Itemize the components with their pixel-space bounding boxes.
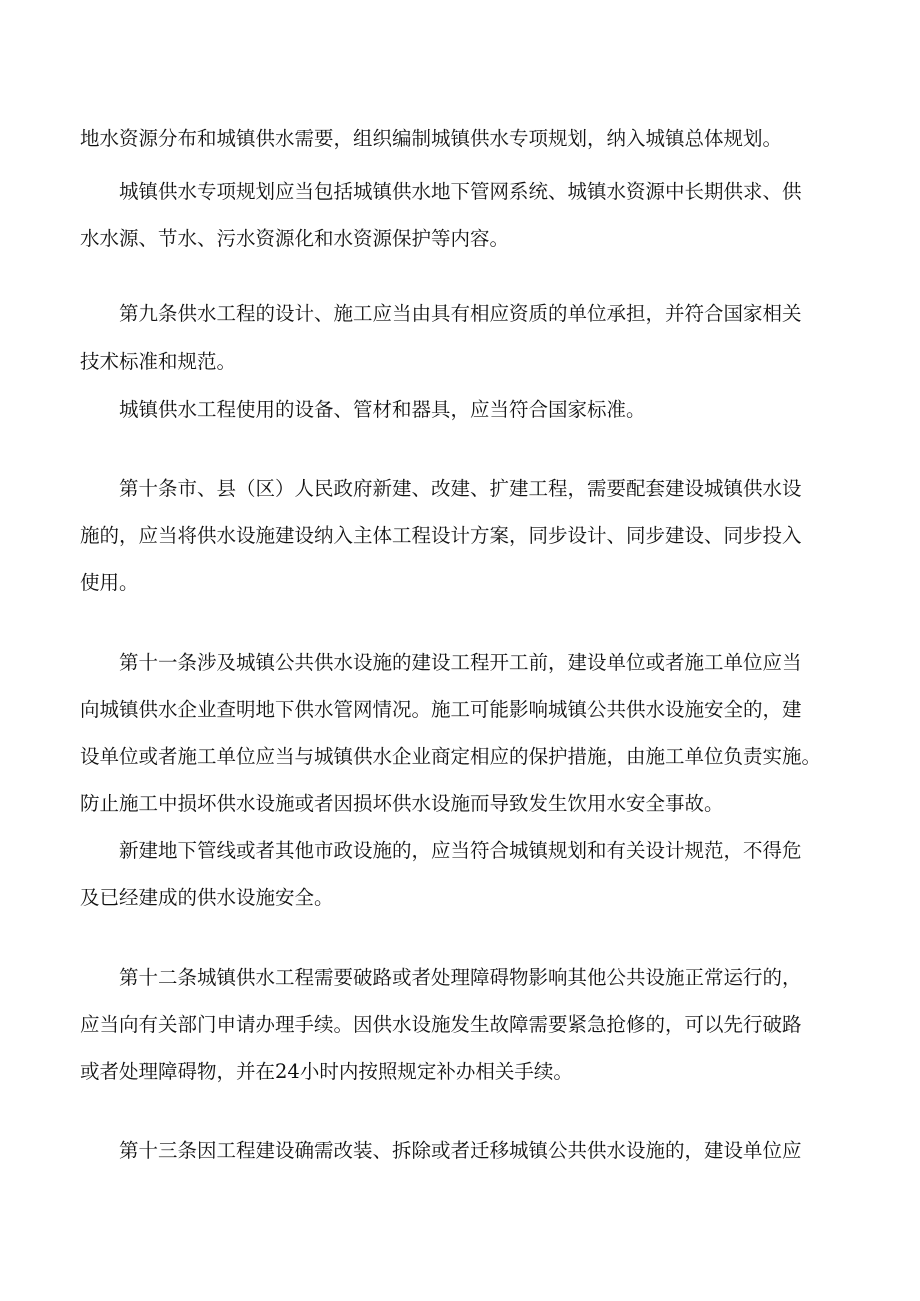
text-line: 防止施工中损坏供水设施或者因损坏供水设施而导致发生饮用水安全事故。 xyxy=(80,792,724,815)
text-line: 城镇供水工程使用的设备、管材和器具，应当符合国家标准。 xyxy=(119,398,646,421)
text-line: 向城镇供水企业查明地下供水管网情况。施工可能影响城镇公共供水设施安全的，建 xyxy=(80,698,802,721)
text-line: 设单位或者施工单位应当与城镇供水企业商定相应的保护措施，由施工单位负责实施。 xyxy=(80,745,822,768)
text-line: 第十条市、县（区）人民政府新建、改建、扩建工程，需要配套建设城镇供水设 xyxy=(119,477,802,500)
text-line: 地水资源分布和城镇供水需要，组织编制城镇供水专项规划，纳入城镇总体规划。 xyxy=(80,127,783,150)
text-line: 水水源、节水、污水资源化和水资源保护等内容。 xyxy=(80,227,510,250)
text-line: 应当向有关部门申请办理手续。因供水设施发生故障需要紧急抢修的，可以先行破路 xyxy=(80,1013,802,1036)
text-line: 使用。 xyxy=(80,571,139,594)
text-line: 施的，应当将供水设施建设纳入主体工程设计方案，同步设计、同步建设、同步投入 xyxy=(80,524,802,547)
text-line: 第十一条涉及城镇公共供水设施的建设工程开工前，建设单位或者施工单位应当 xyxy=(119,651,802,674)
text-line: 第十三条因工程建设确需改装、拆除或者迁移城镇公共供水设施的，建设单位应 xyxy=(119,1139,802,1162)
text-line: 第九条供水工程的设计、施工应当由具有相应资质的单位承担，并符合国家相关 xyxy=(119,302,802,325)
text-line: 及已经建成的供水设施安全。 xyxy=(80,886,334,909)
text-line: 新建地下管线或者其他市政设施的，应当符合城镇规划和有关设计规范，不得危 xyxy=(119,839,802,862)
text-line: 城镇供水专项规划应当包括城镇供水地下管网系统、城镇水资源中长期供求、供 xyxy=(119,180,802,203)
text-line: 技术标准和规范。 xyxy=(80,350,237,373)
text-line: 第十二条城镇供水工程需要破路或者处理障碍物影响其他公共设施正常运行的， xyxy=(119,966,802,989)
text-line: 或者处理障碍物，并在24小时内按照规定补办相关手续。 xyxy=(80,1060,573,1083)
